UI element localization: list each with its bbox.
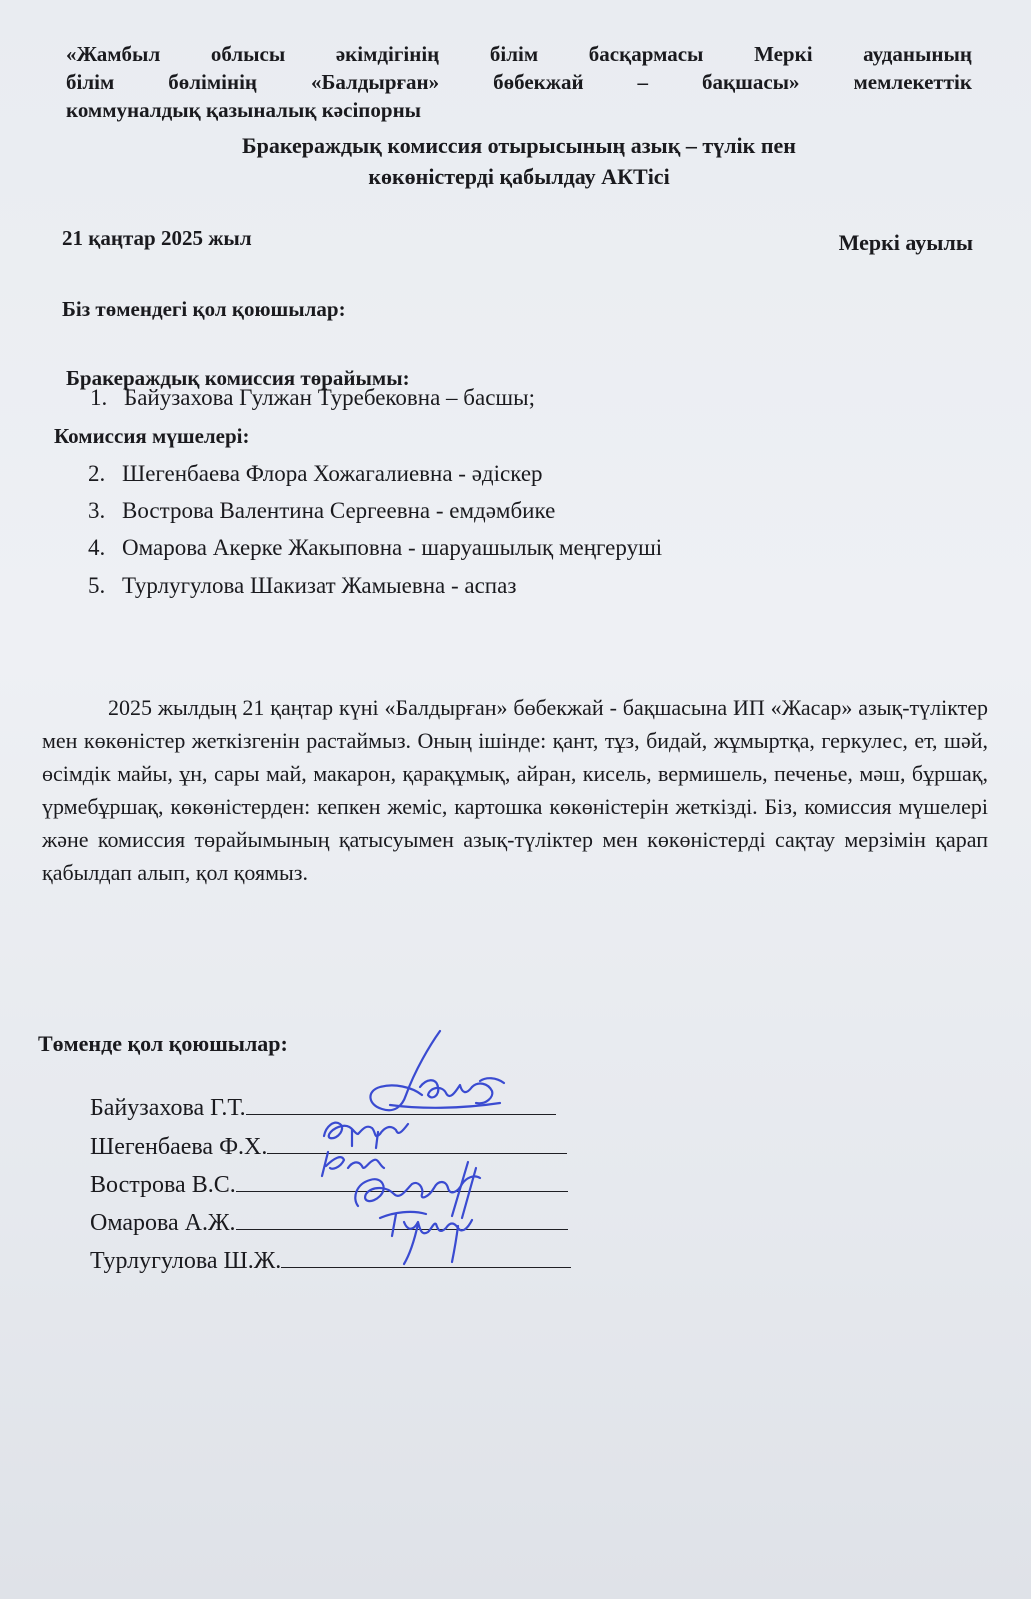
signer-name: Шегенбаева Ф.Х. <box>90 1134 268 1160</box>
signature-line <box>267 1129 567 1154</box>
member-number: 5. <box>88 573 106 598</box>
member-item <box>88 459 543 489</box>
signer-name: Омарова А.Ж. <box>90 1210 236 1236</box>
act-body-paragraph: 2025 жылдың 21 қаңтар күні «Балдырған» бөбекжай - бақшасына ИП «Жасар» азық-түліктер мен көкөністер жеткізгенін растаймыз. Оның ішінде: қант, тұз, бидай, жұмыртқа, геркулес, ет, шәй, өсімдік майы, ұн, сары май, макарон, қарақұмық, айран, кисель, вермишель, печенье, мәш, бұршақ, үрмебұршақ, көкөністерден: кепкен жеміс, картошка көкөністерін жеткізді. Біз, комиссия мүшелері және комиссия төрайымының қатысуымен азық-түліктер мен көкөністерді сақтау мерзімін қарап қабылдап алып, қол қоямыз. <box>42 695 988 885</box>
member-item <box>88 496 555 526</box>
member-text: Байузахова Гулжан Туребековна – басшы; <box>124 385 535 410</box>
signers-intro: Біз төмендегі қол қоюшылар: <box>62 297 346 321</box>
member-text: Шегенбаева Флора Хожагалиевна - әдіскер <box>122 461 543 486</box>
member-item <box>88 533 662 563</box>
signature-line <box>236 1205 568 1230</box>
chair-heading: Бракераждық комиссия төрайымы: <box>66 366 410 390</box>
member-number: 2. <box>88 461 106 486</box>
signature-row <box>90 1129 567 1162</box>
signature-row <box>90 1167 568 1200</box>
signature-row <box>90 1090 556 1123</box>
header-line-2: білім бөлімінің «Балдырған» бөбекжай – бақшасы» мемлекеттік <box>66 70 972 94</box>
act-date: 21 қаңтар 2025 жыл <box>62 226 252 250</box>
signatures-heading: Төменде қол қоюшылар: <box>38 1031 288 1056</box>
signature-row <box>90 1205 568 1238</box>
signature-line <box>281 1243 571 1268</box>
signature-line <box>236 1167 568 1192</box>
member-text: Омарова Акерке Жакыповна - шаруашылық меңгеруші <box>122 535 663 560</box>
member-number: 4. <box>88 535 106 560</box>
signer-name: Вострова В.С. <box>90 1172 236 1198</box>
organization-header <box>66 40 972 124</box>
signature-row <box>90 1243 571 1276</box>
header-line-3: коммуналдық қазыналық кәсіпорны <box>66 98 422 122</box>
members-heading: Комиссия мүшелері: <box>54 424 250 448</box>
act-title-line-1: Бракераждық комиссия отырысының азық – түлік пен <box>242 133 796 158</box>
member-number: 3. <box>88 498 106 523</box>
member-text: Вострова Валентина Сергеевна - емдәмбике <box>122 498 556 523</box>
member-number: 1. <box>90 385 108 410</box>
member-item <box>88 571 516 601</box>
signer-name: Байузахова Г.Т. <box>90 1095 246 1121</box>
header-line-1: «Жамбыл облысы әкімдігінің білім басқармасы Меркі ауданының <box>66 42 972 66</box>
act-title <box>66 130 972 192</box>
member-text: Турлугулова Шакизат Жамыевна - аспаз <box>122 573 517 598</box>
signer-name: Турлугулова Ш.Ж. <box>90 1248 282 1274</box>
member-item <box>90 383 535 413</box>
act-title-line-2: көкөністерді қабылдау АКТісі <box>368 164 670 189</box>
act-place: Меркі ауылы <box>838 230 973 255</box>
signature-line <box>246 1090 556 1115</box>
